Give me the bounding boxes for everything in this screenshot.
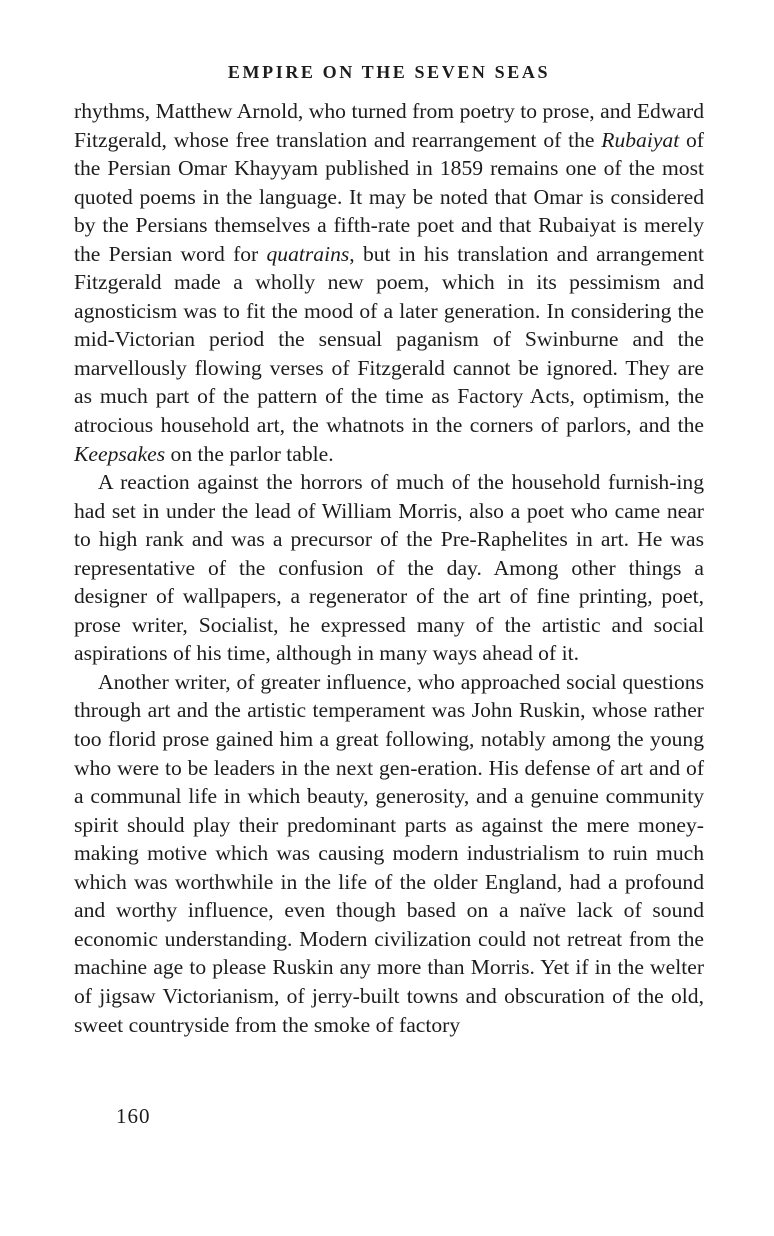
text-line: Another writer, of greater influence, who approached social [98, 669, 617, 694]
text-line: generosity, and a genuine community spirit should play their [74, 784, 704, 837]
text-line: on the parlor table. [165, 441, 334, 466]
text-line: predominant parts as against the mere money-making motive [74, 812, 704, 866]
italic-title-rubaiyat: Rubaiyat [601, 127, 680, 152]
text-line: if in the welter of jigsaw Victorianism, of jerry-built towns and [74, 955, 705, 1008]
text-line: fit the mood of a later generation. In considering the mid-Victorian [74, 298, 705, 352]
text-line: from the machine age to please Ruskin any more than Morris. Yet [74, 926, 704, 980]
text-line: obscuration of the old, sweet countryside from the smoke of factory [74, 983, 704, 1037]
text-line: and the [638, 413, 704, 438]
italic-title-keepsakes: Keepsakes [74, 441, 166, 466]
text-line: Ruskin, whose rather too florid prose gained him a great following, [74, 698, 704, 752]
paragraph-3 [74, 668, 704, 1039]
text-line: fine printing, poet, prose writer, Socialist, he expressed many of [74, 584, 704, 637]
text-line: Edward Fitzgerald, whose free translation and rearrangement of [74, 99, 705, 152]
text-line: questions through art and the artistic temperament was John [74, 669, 704, 723]
text-line: notably among the young who were to be leaders in the next gen- [74, 727, 705, 780]
text-line: a wholly new poem, which in its pessimism and agnosticism was to [74, 270, 704, 323]
text-line: rhythms, Matthew Arnold, who turned from poetry to prose, and [74, 99, 632, 123]
text-line: flowing verses of Fitzgerald cannot be ignored. They are as much [74, 355, 704, 409]
text-line: A reaction against the horrors of much of the household furnish- [98, 470, 677, 495]
text-line: worthwhile in the life of the older England, had a profound and [74, 869, 704, 923]
book-page [74, 60, 704, 1039]
italic-word-quatrains: quatrains [266, 241, 350, 266]
text-line: remains one of the most quoted poems in the language. It may be [74, 156, 704, 209]
page-number: 160 [116, 1104, 151, 1128]
body-text [74, 97, 704, 1039]
text-line: noted that Omar is considered by the Persians themselves a fifth- [74, 184, 705, 238]
text-line: came near to high rank and was a precursor of the Pre-Raphelites [74, 498, 704, 552]
text-line: part of the pattern of the time as Factory Acts, optimism, the [155, 384, 704, 409]
text-line: the artistic and social aspirations of his time, although in many [74, 612, 705, 666]
text-line: in art. He was representative of the confusion of the day. Among [74, 527, 704, 580]
text-line: ing had set in under the lead of William Morris, also a poet who [74, 470, 704, 523]
text-line: which was causing modern industrialism to ruin much which was [74, 841, 704, 894]
text-line: , but in his translation and arrangement Fitzgerald made [74, 241, 704, 295]
paragraph-1 [74, 97, 704, 468]
text-line: other things a designer of wallpapers, a regenerator of the art of [74, 555, 704, 609]
text-line: the [568, 127, 602, 152]
text-line: of the Persian Omar Khayyam published in 1859 [74, 127, 704, 181]
text-line: eration. His defense of art and of a communal life in which beauty, [74, 755, 705, 809]
text-line: rate poet and that Rubaiyat is merely the Persian word for [74, 213, 704, 266]
paragraph-2 [74, 468, 704, 668]
text-line: ways ahead of it. [432, 641, 579, 666]
running-head: EMPIRE ON THE SEVEN SEAS [227, 62, 551, 82]
text-line: economic understanding. Modern civilization could not retreat [74, 926, 623, 951]
text-line: atrocious household art, the whatnots in the corners of parlors, [74, 413, 632, 438]
text-line: worthy influence, even though based on a naïve lack of sound [115, 898, 704, 923]
text-line: period the sensual paganism of Swinburne and the marvellously [74, 327, 704, 380]
